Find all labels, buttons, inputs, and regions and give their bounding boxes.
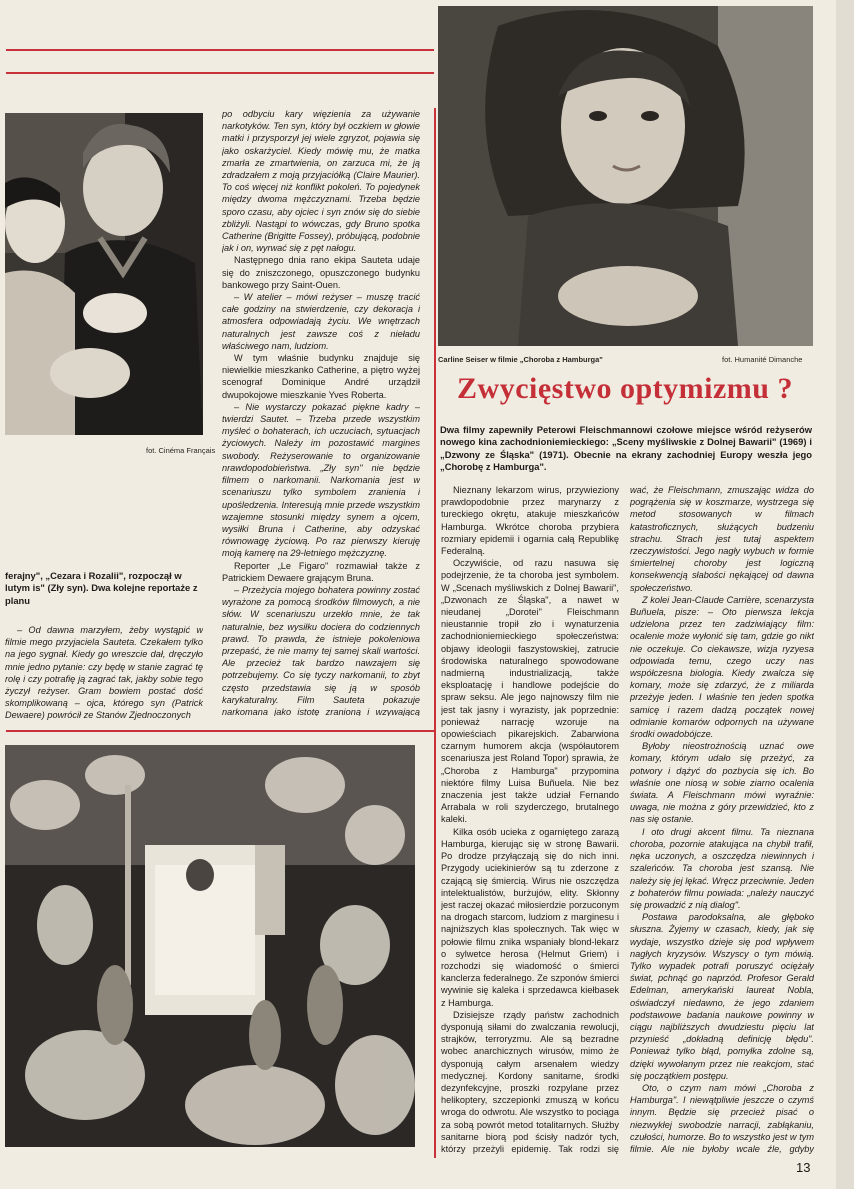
right-b-paragraph: Byłoby nieostrożnością uznać owe komary, którym udało się przeżyć, za potwory i dążyć do pozbycia się ich. Bo właśnie one niosą w sobie ziarno ocalenia świata. A Fleischmann mówi wyraźnie: uwaga, nie można z góry przewidzieć, kto z nas się ostanie. [630, 741, 814, 825]
photo-sautet-scene [5, 113, 203, 435]
middle-paragraph: – Nie wystarczy pokazać piękne kadry – twierdzi Sautet. – Trzeba przede wszystkim myśleć o bohaterach, ich uczuciach, sytuacjach życiowych. Należy im pozostawić margines swobody. Reżyserowanie to organizowanie nrawdopodobieństwa. „Zły syn" nie będzie filmem o narkomanii. Narkomania jest w scenariuszu tylko symbolem zranienia i upośledzenia. Interesują mnie przede wszystkim wzajemne stosunki między synem a ojcem, wysiłki Bruna i Catherine, aby odzyskać równowagę życiową. Po raz pierwszy kieruję moją kamerę na 29-letniego mężczyznę. [222, 401, 420, 559]
middle-paragraph: – Przeżycia mojego bohatera powinny zostać wyrażone za pomocą środków filmowych, a nie słów. W scenariuszu urzekło mnie, że tak naturalnie, bez wysiłku dociera do codziennych prawd. To prawda, że istnieje pokoleniowa przepaść, że nie mamy tej samej skali wartości. Ale przecież tak bardzo nawzajem się potrzebujemy. Co się tyczy narkomanii, to zbyt często przedstawia się ją w sposób karykaturalny. Film Sauteta pokazuje narkomana jako istotę zranioną i wzywającą [222, 584, 420, 716]
article-lead: Dwa filmy zapewniły Peterowi Fleischmannowi czołowe miejsce wśród reżyserów nowego kina zachodnioniemieckiego: „Sceny myśliwskie z Dolnej Bawarii" (1969) i „Dzwony ze Śląska" (1971). Obecnie na ekrany zachodniej Europy weszła jego „Chorobę z Hamburga". [440, 424, 812, 473]
left-column [5, 624, 203, 720]
right-b-paragraph: wać, że Fleischmann, zmuszając widza do pogrążenia się w koszmarze, wystrzega się metod stosowanych w filmach katastroficznych, służących budzeniu strachu. Strach jest tutaj aspektem rzeczywistości. Jego nagły wybuch w formie śmiertelnej choroby jest logiczną konsekwencją słabości nękającej od dawna społeczeństwo. [630, 485, 814, 593]
middle-paragraph: po odbyciu kary więzienia za używanie narkotyków. Ten syn, który był oczkiem w głowie matki i przysporzył jej wiele zgryzot, pojawia się jako oskarżyciel. Kiedy mówię mu, że matka zmarła ze zmartwienia, on zarzuca mi, że ją zdradzałem z moją przyjaciółką (Claire Maurier). To coś więcej niż konflikt pokoleń. To pojedynek między dwoma mężczyznami. Trzeba będzie sporo czasu, aby ojciec i syn znów się do siebie zbliżyli. Nastąpi to wówczas, gdy Bruno spotka Catherine (Brigitte Fossey), próbującą, podobnie jak i on, wyrwać się z pęt nałogu. [222, 109, 420, 254]
middle-rule [6, 730, 434, 732]
right-b-paragraph: Oto, o czym nam mówi „Choroba z Hamburga". I niewątpliwie jeszcze o czymś innym. Będzie się przecież pisać o niezwykłej swobodzie narracji, zabłąkaniu, czułości, humorze. Bo to wszystko jest w tym filmie. Ale nie byłoby wcale źle, gdyby [630, 1082, 814, 1154]
article-headline: Zwycięstwo optymizmu ? [457, 372, 793, 405]
middle-paragraph: Reporter „Le Figaro" rozmawiał także z Patrickiem Dewaere grającym Bruna. [222, 560, 420, 583]
right-b-paragraph: Postawa parodoksalna, ale głęboko słuszna. Żyjemy w czasach, kiedy, jak się wydaje, wszystko dzieje się pod wpływem nagłych kryzysów. Wszyscy o tym mówią. Tylko wypadek potrafi poruszyć ociężały świat, pchnąć go naprzód. Profesor Gerald Edelman, amerykański laureat Nobla, oświadczył niedawno, że jego zdaniem podstawowe badania naukowe powinny w ciągu najbliższych dwudziestu pięciu lat przynieść „dokładną definicję błędu". Ponieważ tylko błąd, pomyłka zdolne są, dzięki wywołanym przez nie reakcjom, stać się początkiem postępu. [630, 912, 814, 1081]
left-column-paragraph: – Od dawna marzyłem, żeby wystąpić w filmie mego przyjaciela Sauteta. Czekałem tylko na jego sygnał. Kiedy go wreszcie dał, dręczyło mnie jedno pytanie: czy będę w stanie zagrać tę rolę i czy potrafię ją zagrać tak, jakby sobie tego życzył reżyser. Gram bowiem postać dość skomplikowaną – ojca, którego syn (Patrick Dewaere) powrócił ze Stanów Zjednoczonych [5, 625, 203, 720]
right-photo-credit: fot. Humanité Dimanche [722, 355, 803, 364]
page-number: 13 [796, 1160, 811, 1175]
left-photo-caption: fot. Cinéma Français [146, 446, 216, 455]
top-rule [6, 49, 434, 51]
right-a-paragraph: Kilka osób ucieka z ogarniętego zarazą Hamburga, kierując się w stronę Bawarii. Po drodze przyłączają się do nich inni. Przygody uciekinierów są tu zderzone z czającą się śmiercią. Wirus nie oszczędza intelektualistów, burżujów, elity. Skłonny jest raczej okazać miłosierdzie porzuconym na drogach starcom, ludziom z marginesu i najniższych klas społecznych. Tak więc w połowie filmu znika wspaniały blond-lekarz o sylwetce herosa (Helmut Griem) i rozchodzi się wiadomość o śmierci kanclerza federalnego. Ze szponów śmierci wywinie się kaleka i sprzedawca kiełbasek z Hamburga. [441, 826, 619, 1008]
middle-paragraph: W tym właśnie budynku znajduje się niewielkie mieszkanko Catherine, a piętro wyżej scenograf Dominique André urządził dwupokojowe mieszkanie Yves Roberta. [222, 353, 420, 400]
vertical-rule [434, 108, 436, 1158]
photo-carline-seiser [438, 6, 813, 346]
middle-paragraph: Następnego dnia rano ekipa Sauteta udaje się do zniszczonego, opuszczonego budynku bankowego przy Saint-Ouen. [222, 255, 420, 290]
photo-hamburg-scene [5, 745, 415, 1147]
right-column-b [630, 484, 814, 1154]
middle-paragraph: – W atelier – mówi reżyser – muszę tracić całe godziny na stwierdzenie, czy dekoracja i atmosfera odpowiadają życiu. We wnętrzach naturalnych jest zawsze coś z nieładu właściwego nam, ludziom. [222, 292, 420, 351]
right-b-paragraph: I oto drugi akcent filmu. Ta nieznana choroba, pozornie atakująca na chybił trafił, nęka uczonych, a oszczędza niewinnych i szaleńców. Ta choroba jest szansą. Nie należy się jej lękać. Wręcz przeciwnie. Jeden z bohaterów filmu powiada: „należy nauczyć się prowadzić z nią dialog". [630, 826, 814, 910]
right-a-paragraph: Nieznany lekarzom wirus, przywieziony prawdopodobnie przez marynarzy z tureckiego okrętu, atakuje mieszkańców Hamburga. Wkrótce choroba przybiera rozmiary epidemii i ogarnia całą Republikę Federalną. [441, 485, 619, 557]
middle-column [222, 108, 420, 716]
page-edge [836, 0, 854, 1189]
right-b-paragraph: Z kolei Jean-Claude Carrière, scenarzysta Buñuela, pisze: – Oto pierwsza lekcja udzielona przez ten zadziwiający film: ocalenie może wyłonić się tam, gdzie go nikt nie oczekuje. Co ciekawsze, wizja ryzyesa odpowiada temu, czego uczy nas współczesna biologia. Kiedy zwalcza się komary, może się zdarzyć, że z miliarda przeżyje jeden. I właśnie ten jeden spotka samicę i razem dadzą początek nowej odmianie komarów odpornych na używane środki owadobójcze. [630, 594, 814, 740]
teaser-text: ferajny", „Cezara i Rozalii", rozpoczął w lutym is" (Zły syn). Dwa kolejne reportaże z planu [5, 570, 198, 606]
right-a-paragraph: Oczywiście, od razu nasuwa się podejrzenie, że ta choroba jest symbolem. W „Scenach myśliwskich z Dolnej Bawarii", „Dzwonach ze Śląska", a nawet w nieudanej „Dorotei" Fleischmann nieustannie tropił zło i wynaturzenia zachodnioniemieckiego społeczeństwa: objawy ideologii faszystowskiej, zatrucie środowiska naturalnego spowodowane nadmierną industrializacją, także eksploatację i handlowe podejście do spraw seksu. Ale jego najnowszy film nie jest tak jasny i wyrazisty, jak poprzednie: ponieważ narrację wzoruje na opowieściach pikarejskich. Zabarwiona czarnym humorem akcja (współautorem scenariusza jest Roland Topor) sprawia, że „Choroba z Hamburga" przypomina niektóre filmy Luisa Buñuela. Nie bez znaczenia jest także udział Fernando Arrabala w roli szyderczego, brutalnego kaleki. [441, 558, 619, 825]
right-photo-caption: Carline Seiser w filmie „Choroba z Hamburga" [438, 355, 603, 364]
top-rule-2 [6, 72, 434, 74]
right-a-paragraph: Dzisiejsze rządy państw zachodnich dysponują siłami do zwalczania rewolucji, strajków, terroryzmu. Ale są bezradne wobec anarchicznych wirusów, mimo że dysponują całym arsenałem wiedzy medycznej. Kordony sanitarne, środki dezynfekcyjne, proszki rozpylane przez helikoptery, szczepionki zmuszą w końcu wroga do odwrotu. Ale wszystko to pociąga za sobą powrót metod totalitarnych. Służby sanitarne biorą pod ścisły nadzór tych, którzy przeżyli epidemię. Tak rodzi się [441, 1009, 619, 1154]
right-column-a [441, 484, 619, 1154]
